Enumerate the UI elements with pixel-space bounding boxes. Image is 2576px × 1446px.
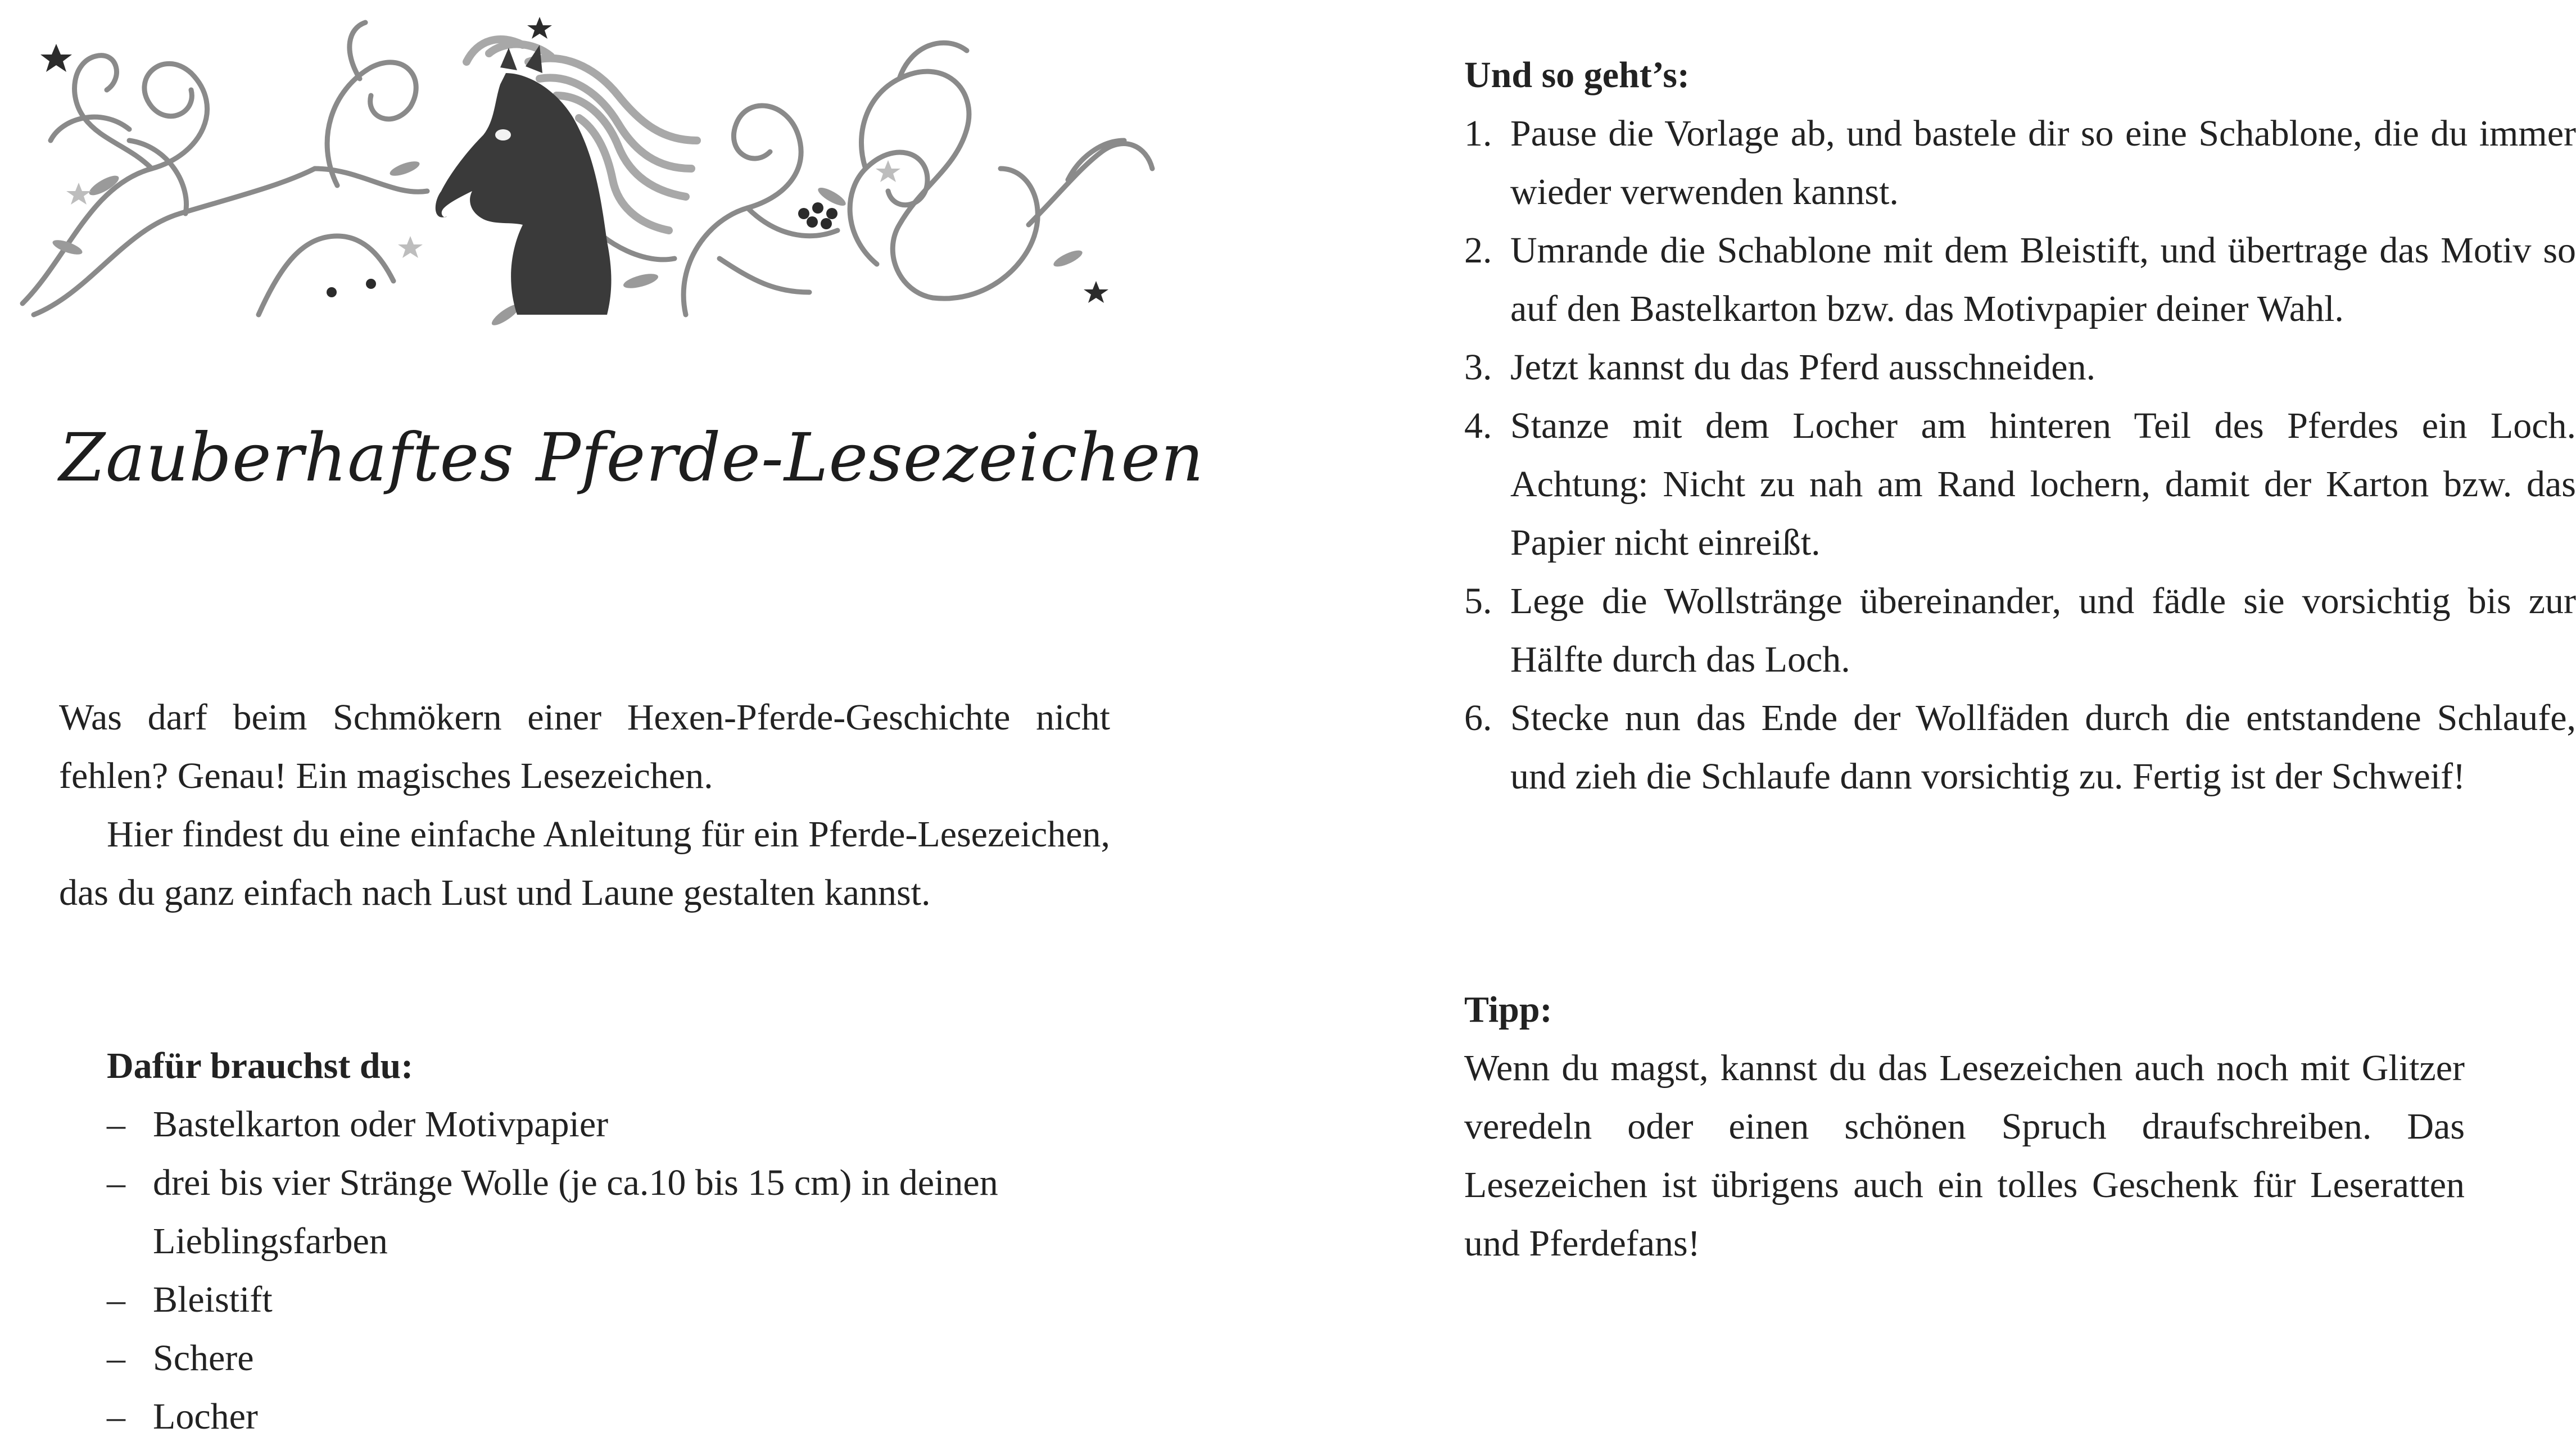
- horse-head-with-flourishes-icon: [0, 0, 1163, 348]
- instructions-heading: Und so geht’s:: [1464, 55, 1690, 96]
- list-item-text: Bastelkarton oder Motivpapier: [153, 1104, 609, 1145]
- step-text: Stanze mit dem Locher am hinteren Teil des Pferdes ein Loch. Achtung: Nicht zu nah am Rand lochern, damit der Karton bzw. das Papier nicht einreißt.: [1510, 405, 2576, 563]
- step-number: 3.: [1464, 347, 1492, 388]
- list-item: [107, 1271, 1113, 1329]
- list-marker: –: [107, 1338, 125, 1379]
- step-text: Jetzt kannst du das Pferd ausschneiden.: [1510, 347, 2096, 388]
- step-number: 4.: [1464, 405, 1492, 446]
- step-item: [1464, 105, 2576, 221]
- list-item: [107, 1154, 1113, 1271]
- step-number: 2.: [1464, 230, 1492, 271]
- list-marker: –: [107, 1396, 125, 1437]
- step-text: Lege die Wollstränge übereinander, und fädle sie vorsichtig bis zur Hälfte durch das Loch.: [1510, 581, 2576, 680]
- tip-text: Wenn du magst, kannst du das Lesezeichen auch noch mit Glitzer veredeln oder einen schönen Spruch draufschreiben. Das Lesezeichen ist übrigens auch ein tolles Geschenk für Leseratten und Pferdefans!: [1464, 1048, 2465, 1264]
- materials-section: [107, 1037, 1113, 1446]
- tip-heading: Tipp:: [1464, 989, 1552, 1030]
- list-item: [107, 1388, 1113, 1446]
- list-item: [107, 1329, 1113, 1388]
- intro-paragraph: Was darf beim Schmökern einer Hexen-Pferde-Geschichte nicht fehlen? Genau! Ein magisches Lesezeichen.: [59, 697, 1110, 796]
- step-item: [1464, 338, 2576, 397]
- step-item: [1464, 221, 2576, 338]
- list-item: [107, 1095, 1113, 1154]
- tip-section: [1464, 981, 2465, 1273]
- intro-text: [59, 688, 1110, 922]
- step-text: Pause die Vorlage ab, und bastele dir so eine Schablone, die du immer wieder verwenden kannst.: [1510, 113, 2576, 212]
- right-page: [1234, 0, 2576, 1434]
- step-text: Umrande die Schablone mit dem Bleistift, und übertrage das Motiv so auf den Bastelkarton bzw. das Motivpapier deiner Wahl.: [1510, 230, 2576, 329]
- materials-list: [107, 1095, 1113, 1446]
- step-number: 6.: [1464, 697, 1492, 738]
- list-item-text: Schere: [153, 1338, 254, 1379]
- left-page: [0, 0, 1234, 1437]
- list-marker: –: [107, 1162, 125, 1203]
- list-item-text: drei bis vier Stränge Wolle (je ca.10 bis 15 cm) in deinen Lieblingsfarben: [153, 1162, 998, 1262]
- horse-silhouette: [436, 73, 612, 315]
- step-number: 5.: [1464, 581, 1492, 622]
- step-item: [1464, 689, 2576, 806]
- list-marker: –: [107, 1279, 125, 1320]
- step-item: [1464, 572, 2576, 689]
- materials-heading: Dafür brauchst du:: [107, 1045, 414, 1086]
- list-item-text: Bleistift: [153, 1279, 273, 1320]
- chapter-title: Zauberhaftes Pferde-Lesezeichen: [59, 419, 1205, 496]
- list-marker: –: [107, 1104, 125, 1145]
- step-text: Stecke nun das Ende der Wollfäden durch die entstandene Schlaufe, und zieh die Schlaufe dann vorsichtig zu. Fertig ist der Schweif!: [1510, 697, 2576, 797]
- intro-paragraph: Hier findest du eine einfache Anleitung für ein Pferde-Lesezeichen, das du ganz einfach nach Lust und Laune gestalten kannst.: [59, 814, 1110, 913]
- step-item: [1464, 397, 2576, 572]
- list-item-text: Locher: [153, 1396, 258, 1437]
- instructions-list: [1464, 105, 2576, 806]
- step-number: 1.: [1464, 113, 1492, 154]
- instructions-section: [1464, 46, 2576, 806]
